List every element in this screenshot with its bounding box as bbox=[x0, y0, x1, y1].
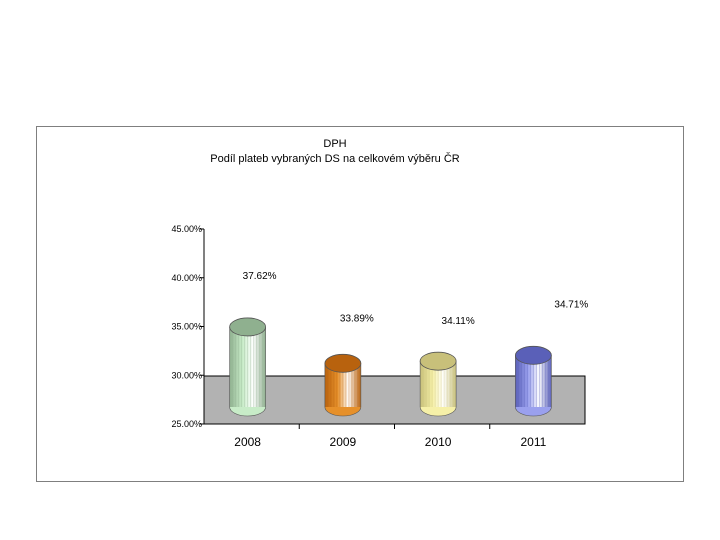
bar-2009-top bbox=[325, 354, 361, 372]
y-tick-label: 35.00% bbox=[171, 321, 202, 332]
x-tick-label-2008: 2008 bbox=[234, 435, 261, 449]
y-tick-label: 30.00% bbox=[171, 370, 202, 381]
chart-subtitle: Podíl plateb vybraných DS na celkovém výběru ČR bbox=[210, 153, 460, 165]
x-tick-label-2010: 2010 bbox=[424, 435, 452, 449]
y-tick-label: 25.00% bbox=[171, 419, 202, 429]
y-tick-label: 45.00% bbox=[171, 224, 202, 234]
x-tick-label-2011: 2011 bbox=[520, 435, 547, 449]
chart-frame bbox=[36, 126, 684, 482]
bar-2011-top bbox=[515, 346, 551, 364]
data-label-2010: 34.11% bbox=[441, 316, 475, 328]
bar-2008-top bbox=[230, 318, 266, 336]
data-label-2008: 37.62% bbox=[242, 270, 277, 282]
data-label-2009: 33.89% bbox=[339, 313, 374, 325]
bar-2010-top bbox=[420, 352, 456, 370]
data-label-2011: 34.71% bbox=[554, 299, 589, 311]
chart-svg bbox=[37, 127, 685, 483]
x-tick-label-2009: 2009 bbox=[329, 435, 357, 449]
chart-title: DPH bbox=[323, 138, 347, 150]
y-tick-label: 40.00% bbox=[171, 272, 202, 283]
plot-area bbox=[171, 224, 588, 449]
